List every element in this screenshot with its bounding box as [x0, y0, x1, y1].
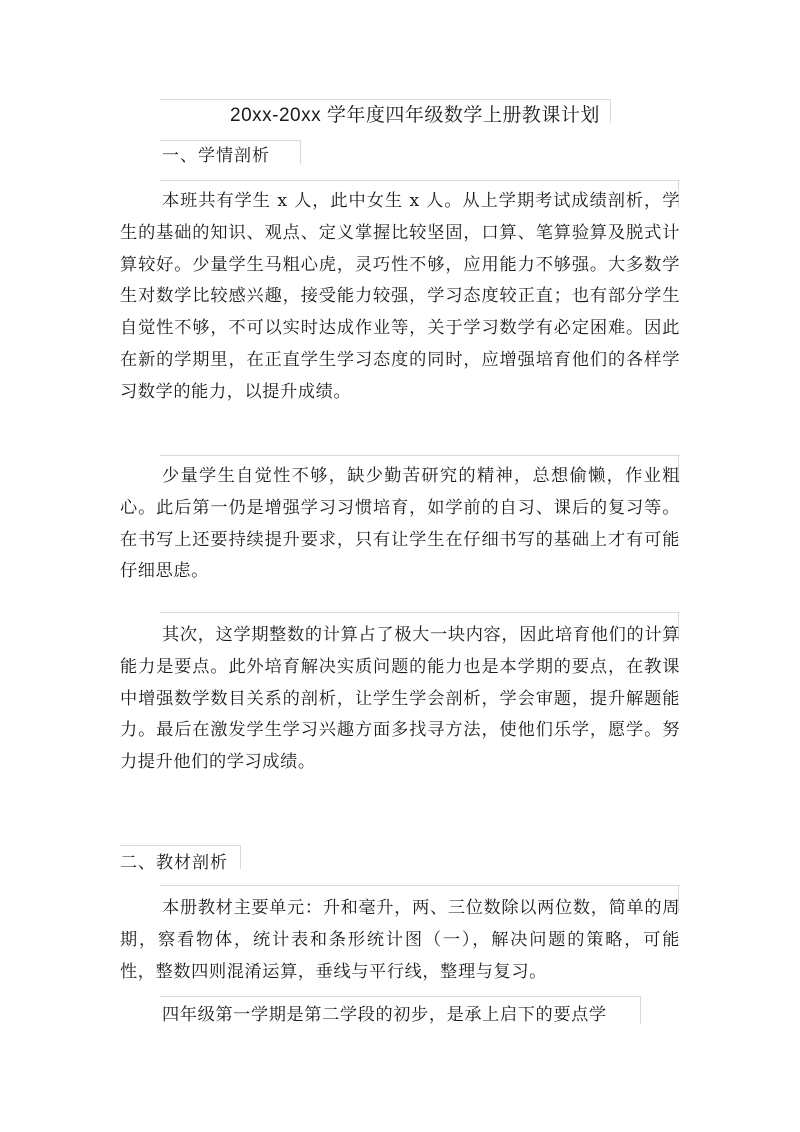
- section-heading-2: 二、教材剖析: [120, 853, 228, 873]
- guide-line: [300, 140, 301, 164]
- guide-line: [160, 455, 680, 456]
- paragraph: 本班共有学生 x 人，此中女生 x 人。从上学期考试成绩剖析，学生的基础的知识、观点、定义掌握比较坚固，口算、笔算验算及脱式计算较好。少量学生马粗心虎，灵巧性不够，应用能力不够强。大多数学生对数学比较感兴趣，接受能力较强，学习态度较正直；也有部分学生自觉性不够，不可以实时达成作业等，关于学习数学有必定困难。因此在新的学期里，在正直学生学习态度的同时，应增强培育他们的各样学习数学的能力，以提升成绩。: [120, 191, 680, 402]
- guide-line: [610, 99, 611, 123]
- guide-line: [160, 612, 680, 613]
- paragraph: 少量学生自觉性不够，缺少勤苦研究的精神，总想偷懒，作业粗心。此后第一仍是增强学习习惯培育，如学前的自习、课后的复习等。在书写上还要持续提升要求，只有让学生在仔细书写的基础上才有可能仔细思虑。: [120, 466, 680, 582]
- paragraph: 其次，这学期整数的计算占了极大一块内容，因此培育他们的计算能力是要点。此外培育解决实质问题的能力也是本学期的要点，在教课中增强数学数目关系的剖析，让学生学会剖析，学会审题，提升解题能力。最后在激发学生学习兴趣方面多找寻方法，使他们乐学，愿学。努力提升他们的学习成绩。: [120, 625, 680, 773]
- paragraph: 四年级第一学期是第二学段的初步，是承上启下的要点学: [162, 1005, 607, 1025]
- paragraph: 本册教材主要单元：升和毫升，两、三位数除以两位数，简单的周期，察看物体，统计表和条形统计图（一），解决问题的策略，可能性，整数四则混淆运算，垂线与平行线，整理与复习。: [120, 898, 680, 982]
- guide-line: [160, 885, 680, 886]
- section-heading-1: 一、学情剖析: [162, 146, 270, 166]
- guide-line: [240, 845, 241, 869]
- guide-line: [120, 845, 240, 846]
- guide-line: [160, 180, 680, 181]
- document-title: 20xx-20xx 学年度四年级数学上册教课计划: [230, 105, 600, 126]
- guide-line: [160, 996, 640, 997]
